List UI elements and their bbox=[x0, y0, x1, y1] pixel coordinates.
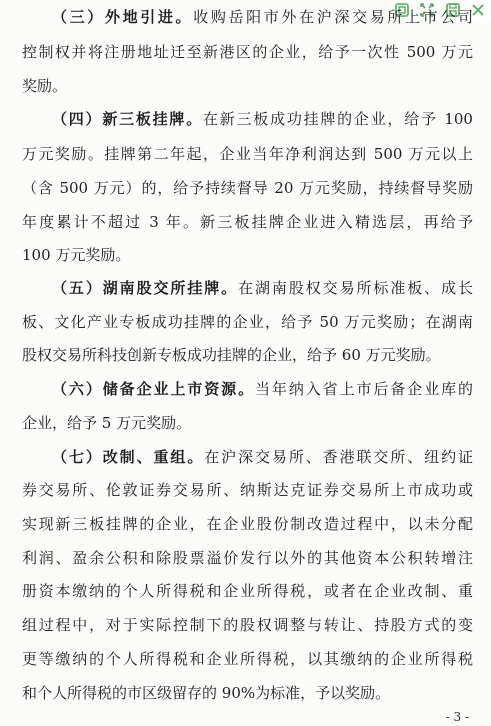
text-line bbox=[52, 8, 473, 26]
text-line bbox=[22, 616, 473, 634]
line-text: 更等缴纳的个人所得税和企业所得税，以其缴纳的企业所得税 bbox=[22, 650, 473, 668]
text-line bbox=[52, 110, 473, 128]
line-text: 册资本缴纳的个人所得税和企业所得税，或者在企业改制、重 bbox=[22, 582, 473, 600]
line-text: 券交易所、伦敦证券交易所、纳斯达克证券交易所上市成功或 bbox=[22, 481, 473, 499]
line-text: 股权交易所科技创新专板成功挂牌的企业，给予 60 万元奖励。 bbox=[22, 346, 441, 364]
section-heading: （五）湖南股交所挂牌。 bbox=[52, 279, 239, 297]
section-heading: （四）新三板挂牌。 bbox=[52, 110, 203, 128]
text-line bbox=[22, 213, 473, 231]
text-line bbox=[22, 313, 473, 331]
line-text: 收购岳阳市外在沪深交易所上市公司 bbox=[193, 8, 473, 26]
text-line bbox=[22, 246, 473, 264]
line-text: 在新三板成功挂牌的企业，给予 100 bbox=[202, 110, 473, 128]
line-text: 控制权并将注册地址迁至新港区的企业，给予一次性 500 万元 bbox=[22, 43, 473, 61]
line-text: 板、文化产业专板成功挂牌的企业，给予 50 万元奖励；在湖南 bbox=[22, 313, 473, 331]
text-line bbox=[52, 448, 473, 466]
line-text: （含 500 万元）的，给予持续督导 20 万元奖励，持续督导奖励 bbox=[22, 179, 473, 197]
line-text: 在沪深交易所、香港联交所、纽约证 bbox=[204, 448, 473, 466]
text-line bbox=[22, 414, 473, 432]
page-number: - 3 - bbox=[445, 710, 469, 724]
text-line bbox=[22, 549, 473, 567]
text-line bbox=[22, 179, 473, 197]
line-text: 100 万元奖励。 bbox=[22, 246, 131, 264]
text-line bbox=[22, 515, 473, 533]
text-line bbox=[52, 380, 473, 398]
line-text: 利润、盈余公积和除股票溢价发行以外的其他资本公积转增注 bbox=[22, 549, 473, 567]
text-line bbox=[22, 684, 473, 702]
line-text: 和个人所得税的市区级留存的 90%为标准，予以奖励。 bbox=[22, 684, 391, 702]
text-line bbox=[22, 650, 473, 668]
line-text: 实现新三板挂牌的企业，在企业股份制改造过程中，以未分配 bbox=[22, 515, 473, 533]
line-text: 在湖南股权交易所标准板、成长 bbox=[238, 279, 473, 297]
line-text: 当年纳入省上市后备企业库的 bbox=[255, 380, 473, 398]
text-line bbox=[22, 77, 473, 95]
text-line bbox=[22, 481, 473, 499]
line-text: 年度累计不超过 3 年。新三板挂牌企业进入精选层，再给予 bbox=[22, 213, 473, 231]
text-line bbox=[22, 145, 473, 163]
text-line bbox=[22, 582, 473, 600]
line-text: 企业，给予 5 万元奖励。 bbox=[22, 414, 192, 432]
line-text: 组过程中，对于实际控制下的股权调整与转让、持股方式的变 bbox=[22, 616, 473, 634]
text-line bbox=[52, 279, 473, 297]
section-heading: （六）储备企业上市资源。 bbox=[52, 380, 255, 398]
line-text: 万元奖励。挂牌第二年起，企业当年净利润达到 500 万元以上 bbox=[22, 145, 473, 163]
text-line bbox=[22, 43, 473, 61]
section-heading: （三）外地引进。 bbox=[52, 8, 194, 26]
line-text: 奖励。 bbox=[22, 77, 68, 95]
section-heading: （七）改制、重组。 bbox=[52, 448, 205, 466]
text-line bbox=[22, 346, 473, 364]
